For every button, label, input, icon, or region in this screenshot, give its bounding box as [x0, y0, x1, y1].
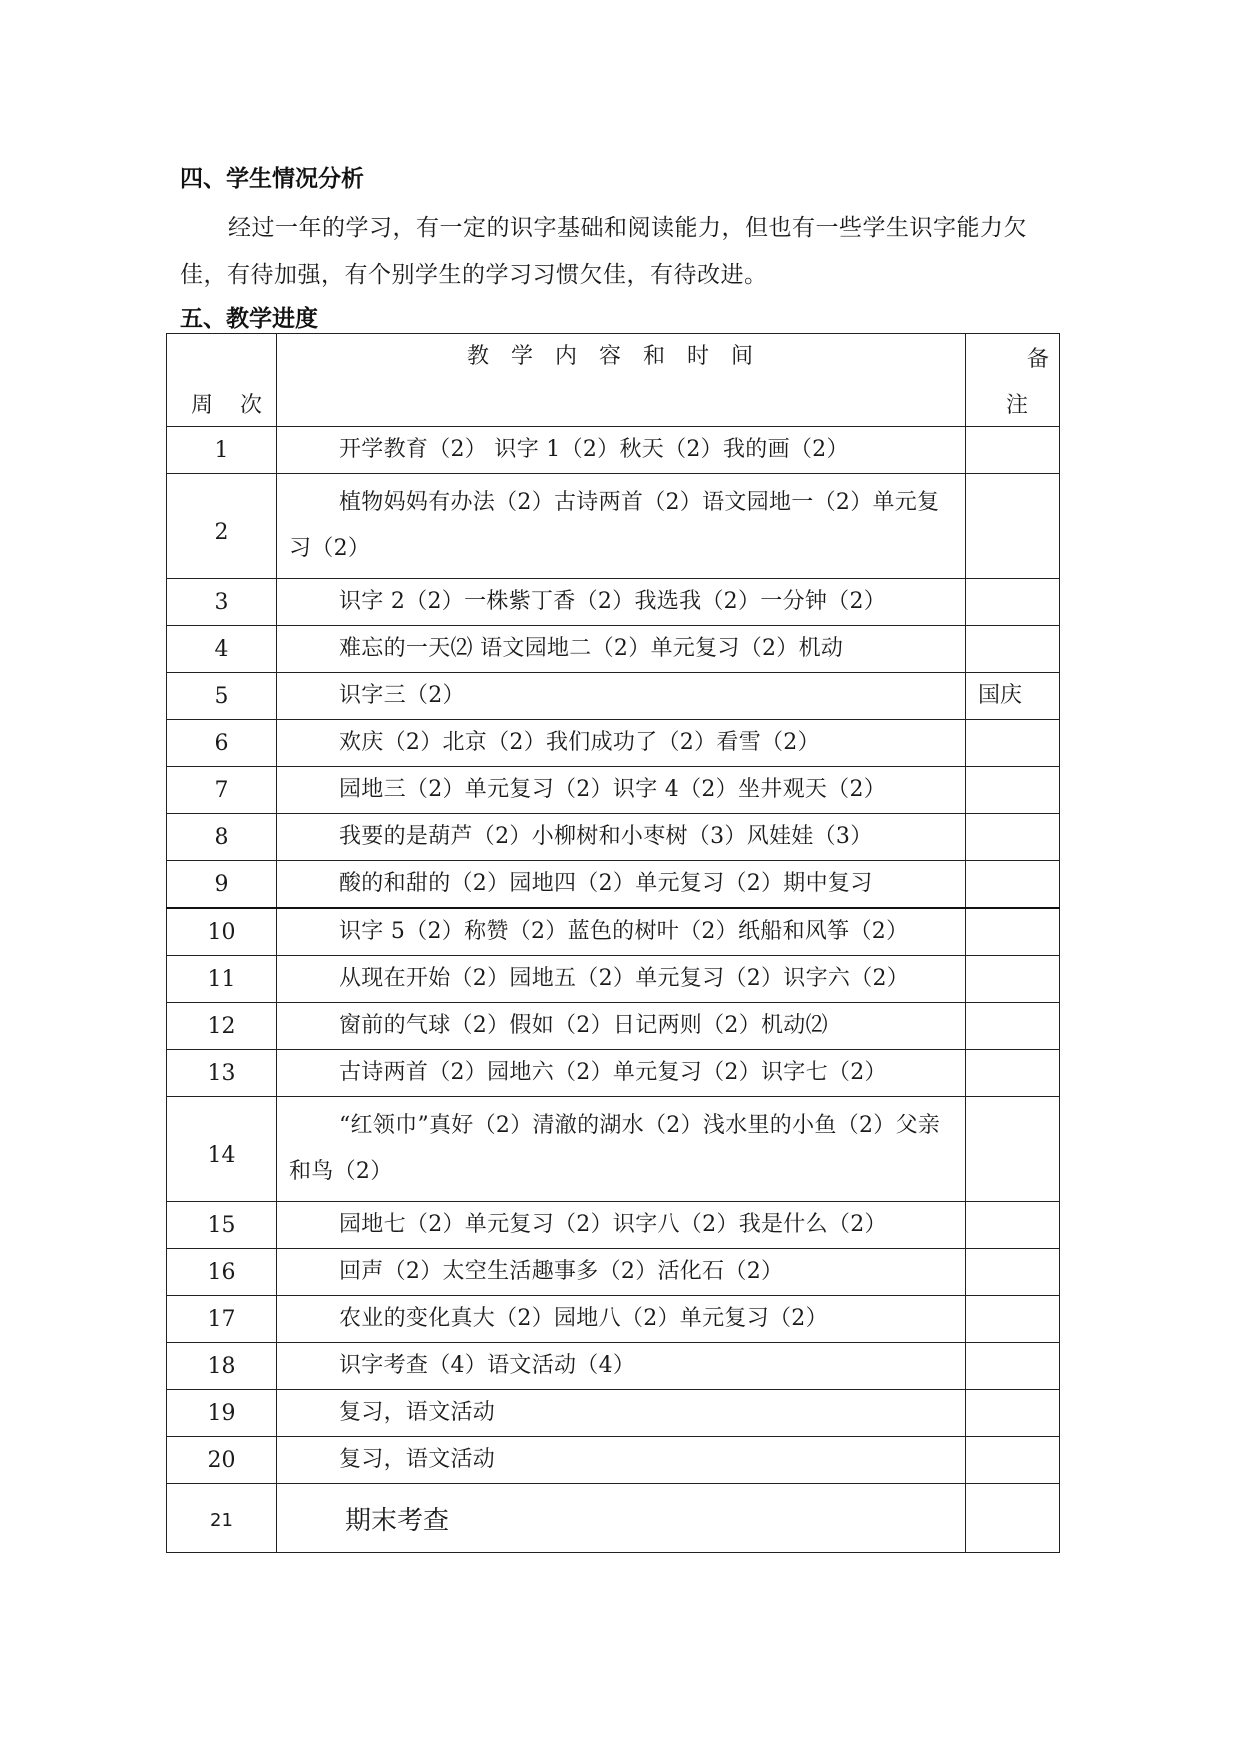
header-note-cell: [966, 334, 1060, 427]
table-row: [167, 908, 1060, 956]
week-note: [966, 908, 1060, 956]
table-row: [167, 673, 1060, 720]
week-number: 12: [167, 1003, 277, 1050]
table-row: [167, 1249, 1060, 1296]
week-note: [966, 861, 1060, 909]
week-note: [966, 1437, 1060, 1484]
week-content: “红领巾”真好（2）清澈的湖水（2）浅水里的小鱼（2）父亲和鸟（2）: [277, 1097, 966, 1202]
week-number: 10: [167, 908, 277, 956]
week-content: 复习，语文活动: [277, 1437, 966, 1484]
table-row: [167, 861, 1060, 909]
week-note: [966, 626, 1060, 673]
week-content: 开学教育（2） 识字 1（2）秋天（2）我的画（2）: [277, 427, 966, 474]
table-row: [167, 956, 1060, 1003]
table-row: [167, 579, 1060, 626]
teaching-schedule-table: [166, 333, 1060, 1553]
week-number: 18: [167, 1343, 277, 1390]
week-content: 期末考查: [277, 1484, 966, 1553]
week-content: 古诗两首（2）园地六（2）单元复习（2）识字七（2）: [277, 1050, 966, 1097]
week-content: 难忘的一天⑵ 语文园地二（2）单元复习（2）机动: [277, 626, 966, 673]
week-content: 识字 2（2）一株紫丁香（2）我选我（2）一分钟（2）: [277, 579, 966, 626]
week-content: 园地七（2）单元复习（2）识字八（2）我是什么（2）: [277, 1202, 966, 1249]
table-header-row: [167, 334, 1060, 427]
week-note: [966, 1050, 1060, 1097]
week-note: [966, 579, 1060, 626]
week-note: [966, 1390, 1060, 1437]
table-row: [167, 1202, 1060, 1249]
week-note: [966, 767, 1060, 814]
week-content: 识字考查（4）语文活动（4）: [277, 1343, 966, 1390]
week-note: [966, 1343, 1060, 1390]
week-note: [966, 427, 1060, 474]
week-number: 7: [167, 767, 277, 814]
week-number: 1: [167, 427, 277, 474]
table-row: [167, 1050, 1060, 1097]
week-note: [966, 1484, 1060, 1553]
week-note: [966, 1202, 1060, 1249]
week-content: 识字三（2）: [277, 673, 966, 720]
week-note: [966, 1296, 1060, 1343]
week-content: 回声（2）太空生活趣事多（2）活化石（2）: [277, 1249, 966, 1296]
week-number: 2: [167, 474, 277, 579]
week-content: 欢庆（2）北京（2）我们成功了（2）看雪（2）: [277, 720, 966, 767]
week-number: 16: [167, 1249, 277, 1296]
week-content: 我要的是葫芦（2）小柳树和小枣树（3）风娃娃（3）: [277, 814, 966, 861]
week-content: 农业的变化真大（2）园地八（2）单元复习（2）: [277, 1296, 966, 1343]
table-row: [167, 427, 1060, 474]
week-content: 复习，语文活动: [277, 1390, 966, 1437]
week-number: 9: [167, 861, 277, 909]
week-note: 国庆: [966, 673, 1060, 720]
table-row: [167, 1296, 1060, 1343]
table-row: [167, 814, 1060, 861]
student-analysis-paragraph: 经过一年的学习，有一定的识字基础和阅读能力，但也有一些学生识字能力欠佳，有待加强，有个别学生的学习习惯欠佳，有待改进。: [180, 215, 1027, 288]
week-number: 17: [167, 1296, 277, 1343]
table-row: [167, 1097, 1060, 1202]
week-note: [966, 956, 1060, 1003]
week-content: 从现在开始（2）园地五（2）单元复习（2）识字六（2）: [277, 956, 966, 1003]
week-number: 13: [167, 1050, 277, 1097]
section-4-heading: 四、学生情况分析: [180, 166, 364, 192]
table-row: [167, 720, 1060, 767]
week-number: 21: [167, 1484, 277, 1553]
table-row: [167, 474, 1060, 579]
week-number: 8: [167, 814, 277, 861]
header-content-label: 教学内容和时间: [466, 344, 775, 369]
week-content: 园地三（2）单元复习（2）识字 4（2）坐井观天（2）: [277, 767, 966, 814]
week-number: 14: [167, 1097, 277, 1202]
week-note: [966, 1249, 1060, 1296]
table-row: [167, 1437, 1060, 1484]
week-note: [966, 1003, 1060, 1050]
week-content: 酸的和甜的（2）园地四（2）单元复习（2）期中复习: [277, 861, 966, 909]
header-note-label-2: 注: [1006, 393, 1029, 418]
week-note: [966, 720, 1060, 767]
week-note: [966, 474, 1060, 579]
week-number: 6: [167, 720, 277, 767]
week-number: 15: [167, 1202, 277, 1249]
week-content: 识字 5（2）称赞（2）蓝色的树叶（2）纸船和风筝（2）: [277, 908, 966, 956]
table-row: [167, 767, 1060, 814]
header-note-label-1: 备: [1026, 347, 1049, 372]
header-week-label: 周 次: [191, 393, 272, 418]
week-number: 19: [167, 1390, 277, 1437]
table-row: [167, 1390, 1060, 1437]
week-note: [966, 814, 1060, 861]
week-number: 11: [167, 956, 277, 1003]
week-note: [966, 1097, 1060, 1202]
header-content-cell: [277, 334, 966, 427]
week-number: 3: [167, 579, 277, 626]
header-week-cell: [167, 334, 277, 427]
week-number: 20: [167, 1437, 277, 1484]
table-row: [167, 1343, 1060, 1390]
week-content: 植物妈妈有办法（2）古诗两首（2）语文园地一（2）单元复习（2）: [277, 474, 966, 579]
table-row: [167, 626, 1060, 673]
section-5-heading: 五、教学进度: [180, 306, 318, 332]
week-content: 窗前的气球（2）假如（2）日记两则（2）机动⑵: [277, 1003, 966, 1050]
table-row: [167, 1003, 1060, 1050]
table-row: [167, 1484, 1060, 1553]
week-number: 5: [167, 673, 277, 720]
week-number: 4: [167, 626, 277, 673]
